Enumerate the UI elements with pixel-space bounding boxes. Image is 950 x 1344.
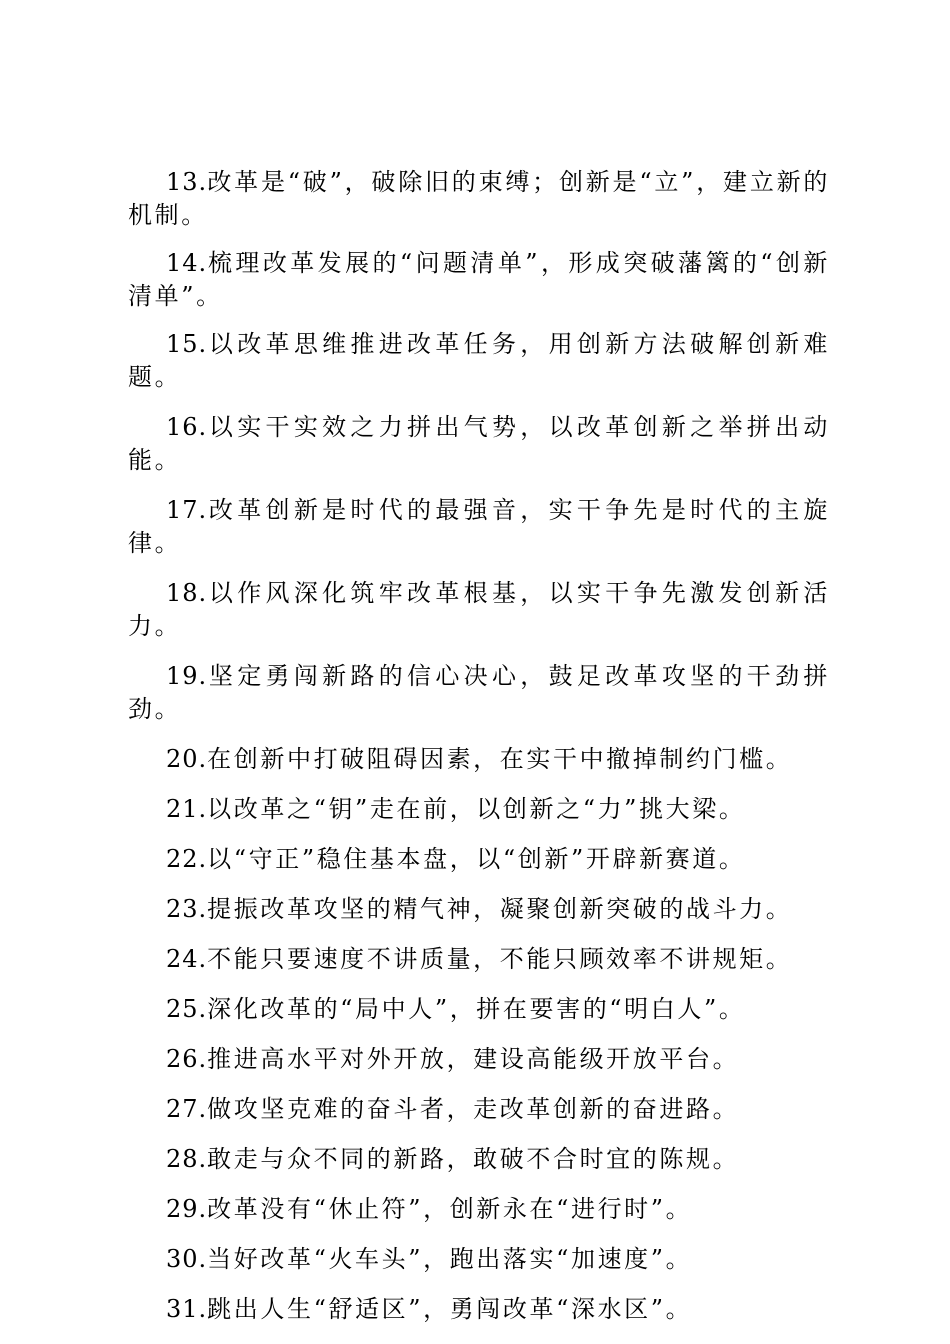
item-text: 当好改革“火车头”，跑出落实“加速度”。 — [207, 1245, 693, 1273]
item-number: 17. — [166, 496, 208, 524]
list-item — [128, 793, 830, 826]
item-text: 改革是“破”，破除旧的束缚；创新是“立”，建立新的机制。 — [128, 168, 830, 229]
item-number: 15. — [166, 330, 208, 358]
item-number: 29. — [166, 1195, 208, 1223]
list-item — [128, 1243, 830, 1276]
item-number: 13. — [166, 168, 208, 196]
list-item — [128, 166, 830, 232]
item-number: 30. — [166, 1245, 208, 1273]
list-item — [128, 577, 830, 643]
item-text: 不能只要速度不讲质量，不能只顾效率不讲规矩。 — [207, 945, 793, 973]
list-item — [128, 1093, 830, 1126]
list-item — [128, 743, 830, 776]
item-text: 做攻坚克难的奋斗者，走改革创新的奋进路。 — [207, 1095, 740, 1123]
list-item — [128, 411, 830, 477]
list-item — [128, 893, 830, 926]
item-text: 改革创新是时代的最强音，实干争先是时代的主旋律。 — [128, 496, 830, 557]
item-text: 以“守正”稳住基本盘，以“创新”开辟新赛道。 — [207, 845, 746, 873]
item-text: 以实干实效之力拼出气势，以改革创新之举拼出动能。 — [128, 413, 830, 474]
item-number: 18. — [166, 579, 208, 607]
item-number: 14. — [166, 249, 208, 277]
item-text: 以改革之“钥”走在前，以创新之“力”挑大梁。 — [207, 795, 746, 823]
item-number: 25. — [166, 995, 208, 1023]
list-item — [128, 494, 830, 560]
list-item — [128, 328, 830, 394]
item-number: 21. — [166, 795, 208, 823]
item-text: 梳理改革发展的“问题清单”，形成突破藩篱的“创新清单”。 — [128, 249, 830, 310]
list-item — [128, 1143, 830, 1176]
item-text: 在创新中打破阻碍因素，在实干中撤掉制约门槛。 — [207, 745, 793, 773]
list-item — [128, 660, 830, 726]
item-text: 敢走与众不同的新路，敢破不合时宜的陈规。 — [207, 1145, 740, 1173]
item-number: 20. — [166, 745, 208, 773]
list-item — [128, 1043, 830, 1076]
item-text: 坚定勇闯新路的信心决心，鼓足改革攻坚的干劲拼劲。 — [128, 662, 830, 723]
item-number: 19. — [166, 662, 208, 690]
item-number: 28. — [166, 1145, 208, 1173]
list-item — [128, 943, 830, 976]
item-number: 31. — [166, 1295, 208, 1323]
list-item — [128, 247, 830, 313]
item-text: 以作风深化筑牢改革根基，以实干争先激发创新活力。 — [128, 579, 830, 640]
item-number: 24. — [166, 945, 208, 973]
item-number: 23. — [166, 895, 208, 923]
list-item — [128, 993, 830, 1026]
item-text: 深化改革的“局中人”，拼在要害的“明白人”。 — [207, 995, 746, 1023]
list-item — [128, 1293, 830, 1326]
list-item — [128, 1193, 830, 1226]
item-text: 提振改革攻坚的精气神，凝聚创新突破的战斗力。 — [207, 895, 793, 923]
document-page — [128, 166, 830, 1343]
item-number: 27. — [166, 1095, 208, 1123]
item-text: 改革没有“休止符”，创新永在“进行时”。 — [207, 1195, 693, 1223]
item-text: 以改革思维推进改革任务，用创新方法破解创新难题。 — [128, 330, 830, 391]
item-number: 26. — [166, 1045, 208, 1073]
item-number: 22. — [166, 845, 208, 873]
item-text: 跳出人生“舒适区”，勇闯改革“深水区”。 — [207, 1295, 693, 1323]
item-number: 16. — [166, 413, 208, 441]
list-item — [128, 843, 830, 876]
item-text: 推进高水平对外开放，建设高能级开放平台。 — [207, 1045, 740, 1073]
